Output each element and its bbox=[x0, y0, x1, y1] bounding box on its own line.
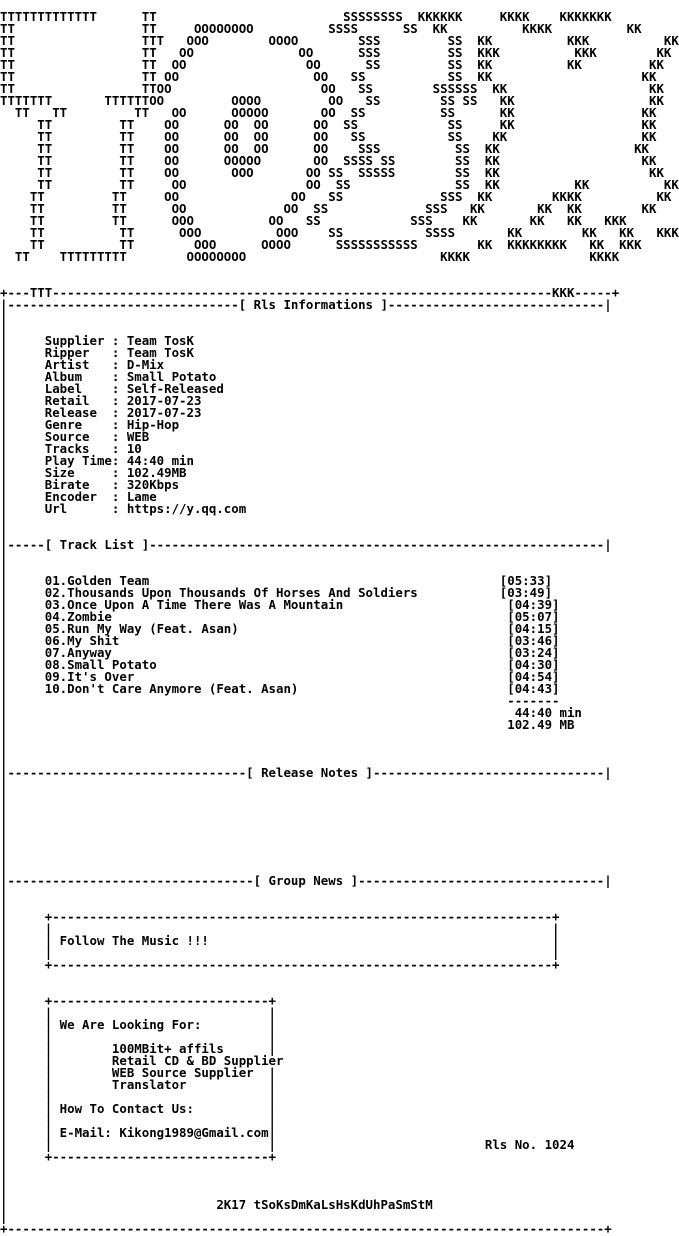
nfo-text-line: | bbox=[0, 981, 8, 996]
logo-art-line: TT TT TT OO OOOOO OO SS SS KK KK bbox=[0, 105, 657, 120]
nfo-text-line: | | Retail CD & BD Supplier bbox=[0, 1053, 284, 1068]
nfo-text-line: | | | bbox=[0, 1113, 277, 1128]
logo-art-line: TT TT OO OO SS SSS KK KKKK KK bbox=[0, 189, 672, 204]
nfo-text-line: | 07.Anyway [03:24] bbox=[0, 645, 560, 660]
nfo-text-line: +--------------------------------------------------------------------------------+ bbox=[0, 1221, 612, 1236]
nfo-text-line: | bbox=[0, 801, 8, 816]
nfo-text-line: | +-----------------------------+ bbox=[0, 1149, 277, 1164]
logo-art-line: TTTTTTTTTTTTT TT SSSSSSSS KKKKKK KKKK KKKKKKK bbox=[0, 9, 612, 24]
nfo-text-line: | bbox=[0, 321, 8, 336]
nfo-text-line: | | | Rls No. 1024 bbox=[0, 1137, 575, 1152]
nfo-text-line: | bbox=[0, 549, 8, 564]
nfo-text-line: | 01.Golden Team [05:33] bbox=[0, 573, 553, 588]
nfo-text-line: |--------------------------------[ Release Notes ]-------------------------------| bbox=[0, 765, 612, 780]
nfo-text-line: | 04.Zombie [05:07] bbox=[0, 609, 560, 624]
nfo-text-line: | | | bbox=[0, 1089, 277, 1104]
nfo-text-line: | 10.Don't Care Anymore (Feat. Asan) [04:43] bbox=[0, 681, 560, 696]
nfo-text-line: | bbox=[0, 513, 8, 528]
nfo-text-line: | Genre : Hip-Hop bbox=[0, 417, 180, 432]
nfo-text-line: | bbox=[0, 1161, 8, 1176]
nfo-text-line: | bbox=[0, 753, 8, 768]
logo-art-line: TT TT OO OO OO OO SS SS KK KK bbox=[0, 117, 657, 132]
logo-art-line: TT TT OO OO SSS SS KKK KKK KK bbox=[0, 45, 672, 60]
nfo-text-line: | ------- bbox=[0, 693, 560, 708]
logo-art-line: TT TT OO OO SS SSS KK KK KK KK bbox=[0, 201, 657, 216]
nfo-text-line: | Url : https://y.qq.com bbox=[0, 501, 247, 516]
nfo-text-line: | bbox=[0, 813, 8, 828]
nfo-text-line: | bbox=[0, 969, 8, 984]
nfo-text-line: | Artist : D-Mix bbox=[0, 357, 165, 372]
nfo-text-line: | bbox=[0, 897, 8, 912]
nfo-text-line: | Birate : 320Kbps bbox=[0, 477, 180, 492]
nfo-text-line: | 44:40 min bbox=[0, 705, 582, 720]
nfo-text-line: | | We Are Looking For: | bbox=[0, 1017, 277, 1032]
nfo-text-line: | bbox=[0, 741, 8, 756]
nfo-text-line: | bbox=[0, 861, 8, 876]
nfo-text-line: | Release : 2017-07-23 bbox=[0, 405, 202, 420]
nfo-text-line: | bbox=[0, 561, 8, 576]
nfo-text-line: | 03.Once Upon A Time There Was A Mountain [04:39] bbox=[0, 597, 560, 612]
nfo-text-line: | bbox=[0, 1185, 8, 1200]
logo-art-line: TT TT OO OO SS SS KK KK bbox=[0, 69, 657, 84]
logo-art-line: TT TT OO OOOOO OO SSSS SS SS KK KK bbox=[0, 153, 657, 168]
nfo-text-line: | 08.Small Potato [04:30] bbox=[0, 657, 560, 672]
logo-art-line: TT TT OOO OOO SS SSSS KK KK KK KKK bbox=[0, 225, 679, 240]
nfo-text-line: | | E-Mail: Kikong1989@Gmail.com| bbox=[0, 1125, 277, 1140]
nfo-text-line: | 06.My Shit [03:46] bbox=[0, 633, 560, 648]
nfo-text-line: | | | bbox=[0, 921, 560, 936]
nfo-text-line: | 05.Run My Way (Feat. Asan) [04:15] bbox=[0, 621, 560, 636]
nfo-text-line: | +-----------------------------+ bbox=[0, 993, 277, 1008]
logo-art-line: TT TT OO OOO OO SS SSSSS SS KK KK bbox=[0, 165, 664, 180]
nfo-text-line: | bbox=[0, 1209, 8, 1224]
logo-art-line: TT TT OOO OO SS SSS KK KK KK KKK bbox=[0, 213, 627, 228]
nfo-text-line: |-------------------------------[ Rls Informations ]-----------------------------| bbox=[0, 297, 612, 312]
logo-art-line: TT TTTTTTTTT OOOOOOOO KKKK KKKK bbox=[0, 249, 620, 264]
logo-art-line: TT TTOO OO SS SSSSSS KK KK bbox=[0, 81, 664, 96]
nfo-text-line: | Play Time: 44:40 min bbox=[0, 453, 194, 468]
logo-art-line: TT TT OO OO SS SS KK KK KK bbox=[0, 57, 664, 72]
nfo-text-line: | bbox=[0, 309, 8, 324]
nfo-text-line: | bbox=[0, 777, 8, 792]
nfo-text-line: | | WEB Source Supplier | bbox=[0, 1065, 277, 1080]
logo-art-line: TT TT OOO OOOO SSSSSSSSSSS KK KKKKKKKK KK KKK bbox=[0, 237, 642, 252]
nfo-text-line: | +-------------------------------------------------------------------+ bbox=[0, 909, 560, 924]
nfo-text-line: |---------------------------------[ Group News ]---------------------------------| bbox=[0, 873, 612, 888]
nfo-text-line: | | | bbox=[0, 1005, 277, 1020]
nfo-text-line: | | | bbox=[0, 945, 560, 960]
nfo-text-line: | bbox=[0, 885, 8, 900]
nfo-text-line: |-----[ Track List ]-------------------------------------------------------------| bbox=[0, 537, 612, 552]
nfo-text-line: | Retail : 2017-07-23 bbox=[0, 393, 202, 408]
nfo-text-line: | bbox=[0, 525, 8, 540]
nfo-text-line: | 09.It's Over [04:54] bbox=[0, 669, 560, 684]
nfo-text-line: | | | bbox=[0, 1029, 277, 1044]
release-info-text bbox=[0, 287, 619, 1235]
nfo-text-line: | | Translator | bbox=[0, 1077, 277, 1092]
logo-art-line: TT TTT OOO OOOO SSS SS KK KKK KK bbox=[0, 33, 679, 48]
nfo-text-line: | Album : Small Potato bbox=[0, 369, 217, 384]
nfo-text-line: | 102.49 MB bbox=[0, 717, 575, 732]
logo-art-line: TT TT OO OO OO OO SS SS KK KK bbox=[0, 129, 657, 144]
nfo-text-line: | Source : WEB bbox=[0, 429, 150, 444]
nfo-text-line: | bbox=[0, 1173, 8, 1188]
nfo-text-line: | 02.Thousands Upon Thousands Of Horses And Soldiers [03:49] bbox=[0, 585, 553, 600]
ascii-logo-art bbox=[0, 11, 679, 263]
nfo-text-line: | 2K17 tSoKsDmKaLsHsKdUhPaSmStM bbox=[0, 1197, 433, 1212]
nfo-text-line: | Label : Self-Released bbox=[0, 381, 224, 396]
nfo-text-line: | bbox=[0, 849, 8, 864]
nfo-text-line: | | 100MBit+ affils | bbox=[0, 1041, 277, 1056]
nfo-text-line: | | Follow The Music !!! | bbox=[0, 933, 560, 948]
nfo-text-line: | +-------------------------------------------------------------------+ bbox=[0, 957, 560, 972]
nfo-text-line: | Ripper : Team TosK bbox=[0, 345, 194, 360]
logo-art-line: TTTTTTT TTTTTTOO OOOO OO SS SS SS KK KK bbox=[0, 93, 664, 108]
nfo-text-line: | Tracks : 10 bbox=[0, 441, 142, 456]
nfo-text-line: | Size : 102.49MB bbox=[0, 465, 187, 480]
nfo-text-line: | bbox=[0, 825, 8, 840]
nfo-text-line: | Encoder : Lame bbox=[0, 489, 157, 504]
logo-art-line: TT TT OOOOOOOO SSSS SS KK KKKK KK bbox=[0, 21, 642, 36]
nfo-text-line: | | How To Contact Us: | bbox=[0, 1101, 277, 1116]
nfo-text-line: | Supplier : Team TosK bbox=[0, 333, 194, 348]
nfo-text-line: +---TTT-------------------------------------------------------------------KKK-----+ bbox=[0, 285, 620, 300]
logo-art-line: TT TT OO OO SS SS KK KK KK bbox=[0, 177, 679, 192]
nfo-text-line: | bbox=[0, 789, 8, 804]
nfo-text-line: | bbox=[0, 729, 8, 744]
logo-art-line: TT TT OO OO OO OO SSS SS KK KK bbox=[0, 141, 650, 156]
nfo-text-line: | bbox=[0, 837, 8, 852]
